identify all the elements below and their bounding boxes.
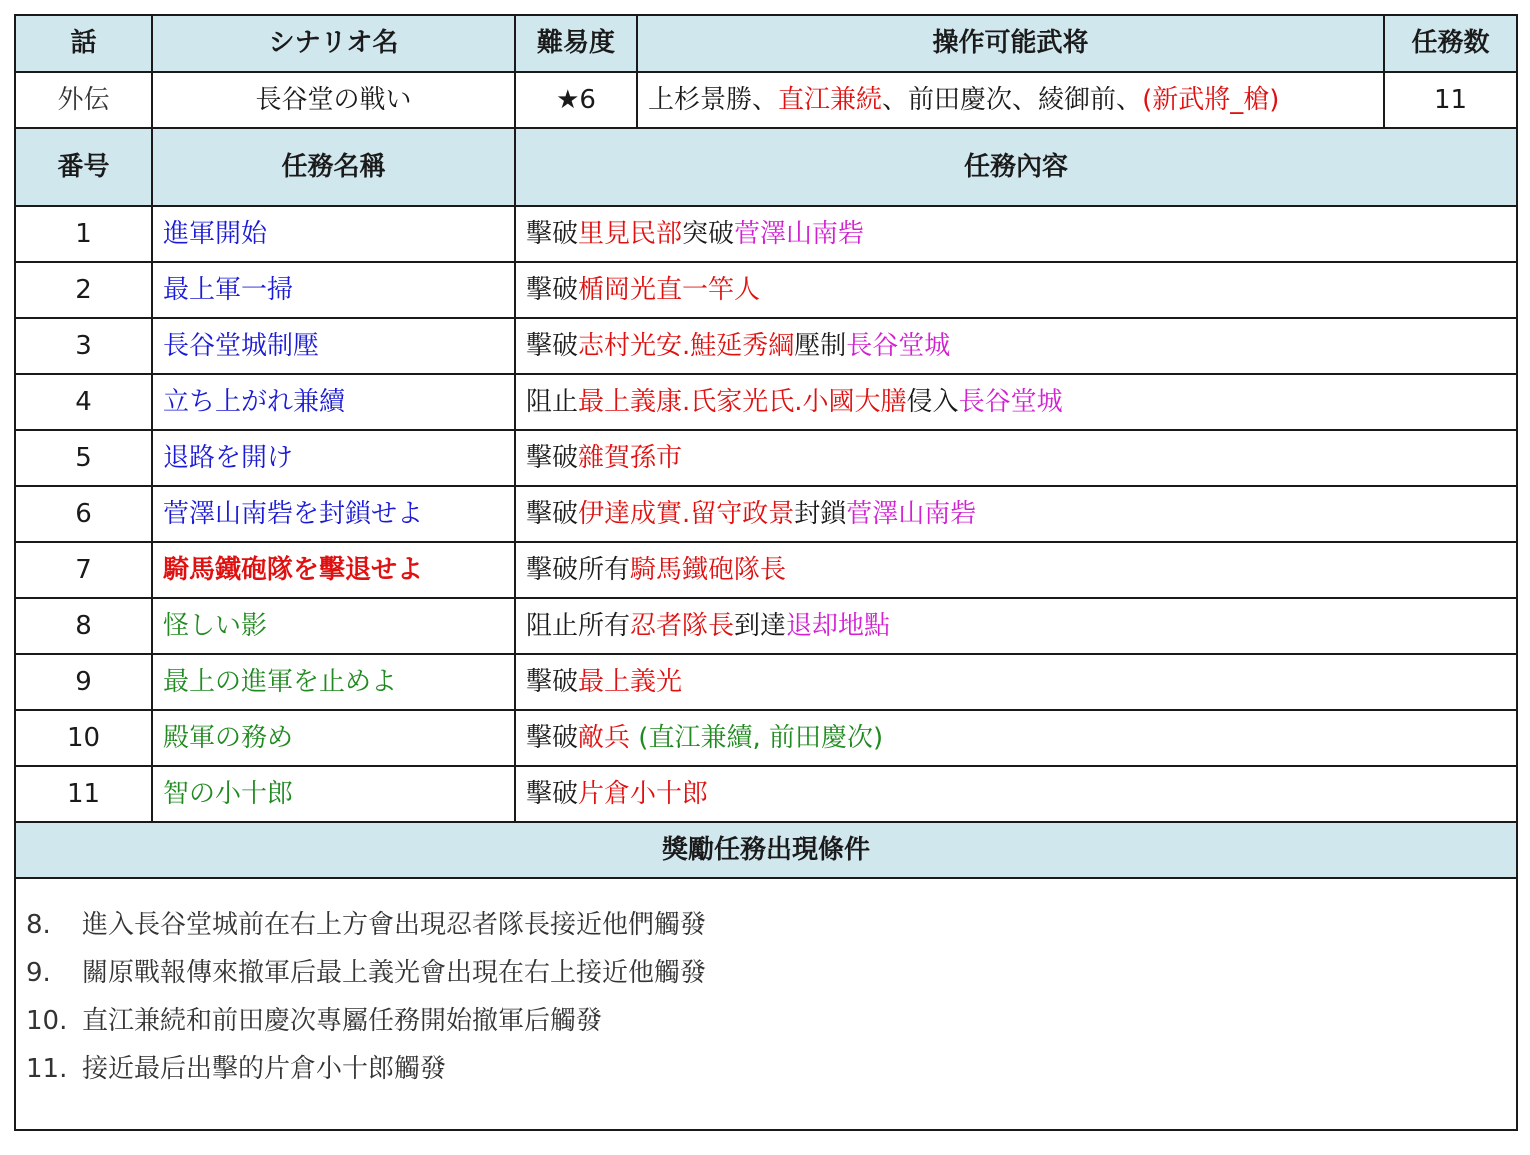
scenario-table [14,14,1518,1131]
mission-content [515,430,1517,486]
table-row [15,318,1517,374]
table-row [15,374,1517,430]
mission-content-segment: 擊破 [526,218,579,249]
mission-content-segment: 擊破 [526,722,579,753]
condition-text: 接近最后出擊的片倉小十郎觸發 [82,1054,447,1084]
header-scenario-name: シナリオ名 [152,15,515,72]
mission-number: 1 [15,206,152,262]
header-mission-content: 任務內容 [515,128,1517,206]
mission-content-segment: 侵入 [906,386,959,417]
table-row [15,654,1517,710]
mission-content [515,318,1517,374]
mission-content [515,766,1517,822]
mission-content-segment: 忍者隊長 [630,610,735,641]
table-row [15,262,1517,318]
mission-content-segment: 里見民部 [578,218,683,249]
mission-list [15,206,1517,822]
mission-number: 3 [15,318,152,374]
mission-number: 2 [15,262,152,318]
table-row [15,598,1517,654]
table-row [15,430,1517,486]
mission-content-segment: 封鎖 [794,498,847,529]
mission-name: 殿軍の務め [152,710,515,766]
list-item [26,997,1506,1045]
mission-content [515,710,1517,766]
scenario-difficulty: ★6 [515,72,637,128]
mission-content [515,206,1517,262]
mission-content-segment: 擊破 [526,666,579,697]
general-segment: 、 [752,84,779,115]
mission-content [515,486,1517,542]
mission-content-segment: 突破 [682,218,735,249]
mission-number: 4 [15,374,152,430]
scenario-generals [637,72,1384,128]
mission-content-segment: 壓制 [794,330,847,361]
mission-content-segment: 片倉小十郎 [578,778,709,809]
mission-content-segment: 到達 [734,610,787,641]
list-item [26,949,1506,997]
mission-content-segment: 擊破 [526,778,579,809]
condition-text: 關原戰報傳來撤軍后最上義光會出現在右上接近他觸發 [82,958,707,988]
mission-content-segment: 菅澤山南砦 [734,218,865,249]
mission-content-segment: 雜賀孫市 [578,442,683,473]
mission-name: 菅澤山南砦を封鎖せよ [152,486,515,542]
mission-content-segment: 擊破 [526,442,579,473]
header-episode: 話 [15,15,152,72]
table-row [15,542,1517,598]
mission-name: 進軍開始 [152,206,515,262]
mission-content-segment: 擊破 [526,330,579,361]
mission-name: 騎馬鐵砲隊を擊退せよ [152,542,515,598]
conditions-list [15,878,1517,1130]
list-item [26,901,1506,949]
mission-number: 6 [15,486,152,542]
scenario-episode: 外伝 [15,72,152,128]
header-mission-number: 番号 [15,128,152,206]
general-segment: 直江兼続 [778,84,883,115]
conditions-title: 獎勵任務出現條件 [15,822,1517,878]
mission-number: 7 [15,542,152,598]
mission-content-segment: 敵兵 [578,722,631,753]
mission-name: 最上の進軍を止めよ [152,654,515,710]
scenario-row [15,72,1517,128]
mission-name: 智の小十郎 [152,766,515,822]
table-row [15,710,1517,766]
mission-number: 8 [15,598,152,654]
mission-content-segment: 擊破 [526,498,579,529]
mission-name: 長谷堂城制壓 [152,318,515,374]
header-generals: 操作可能武将 [637,15,1384,72]
mission-content-segment: 阻止所有 [526,610,631,641]
mission-name: 立ち上がれ兼續 [152,374,515,430]
mission-content-segment: 楯岡光直一竿人 [578,274,761,305]
condition-number: 9. [26,958,51,988]
mission-content-segment: 長谷堂城 [846,330,951,361]
header-difficulty: 難易度 [515,15,637,72]
mission-content-segment: 最上義康.氏家光氏.小國大膳 [578,386,907,417]
mission-name: 退路を開け [152,430,515,486]
mission-content-segment: (直江兼續, 前田慶次) [630,722,884,753]
mission-name: 最上軍一掃 [152,262,515,318]
scenario-header-row [15,15,1517,72]
condition-number: 11. [26,1054,68,1084]
table-row [15,766,1517,822]
mission-content [515,598,1517,654]
mission-content-segment: 長谷堂城 [958,386,1063,417]
general-segment: 、前田慶次、綾御前、 [882,84,1143,115]
mission-content [515,374,1517,430]
table-row [15,206,1517,262]
mission-name: 怪しい影 [152,598,515,654]
conditions-header-row [15,822,1517,878]
general-segment: 上杉景勝 [648,84,753,115]
mission-content-segment: 擊破 [526,274,579,305]
general-segment: (新武將_槍) [1142,84,1280,115]
condition-number: 8. [26,910,51,940]
table-row [15,486,1517,542]
conditions-body-row [15,878,1517,1130]
mission-content-segment: 阻止 [526,386,579,417]
mission-content-segment: 退却地點 [786,610,891,641]
condition-number: 10. [26,1006,68,1036]
mission-content-segment: 志村光安.鮭延秀綱 [578,330,795,361]
mission-content [515,542,1517,598]
list-item [26,1045,1506,1093]
mission-number: 9 [15,654,152,710]
mission-number: 5 [15,430,152,486]
mission-content [515,262,1517,318]
mission-content-segment: 擊破所有 [526,554,631,585]
condition-text: 直江兼続和前田慶次專屬任務開始撤軍后觸發 [82,1006,603,1036]
mission-number: 11 [15,766,152,822]
mission-content-segment: 伊達成實.留守政景 [578,498,795,529]
mission-number: 10 [15,710,152,766]
mission-header-row [15,128,1517,206]
mission-content-segment: 最上義光 [578,666,683,697]
mission-content [515,654,1517,710]
header-mission-name: 任務名稱 [152,128,515,206]
condition-text: 進入長谷堂城前在右上方會出現忍者隊長接近他們觸發 [82,910,707,940]
scenario-mission-count: 11 [1384,72,1517,128]
header-mission-count: 任務数 [1384,15,1517,72]
mission-content-segment: 騎馬鐵砲隊長 [630,554,787,585]
scenario-name: 長谷堂の戦い [152,72,515,128]
mission-sheet [14,14,1516,1131]
mission-content-segment: 菅澤山南砦 [846,498,977,529]
